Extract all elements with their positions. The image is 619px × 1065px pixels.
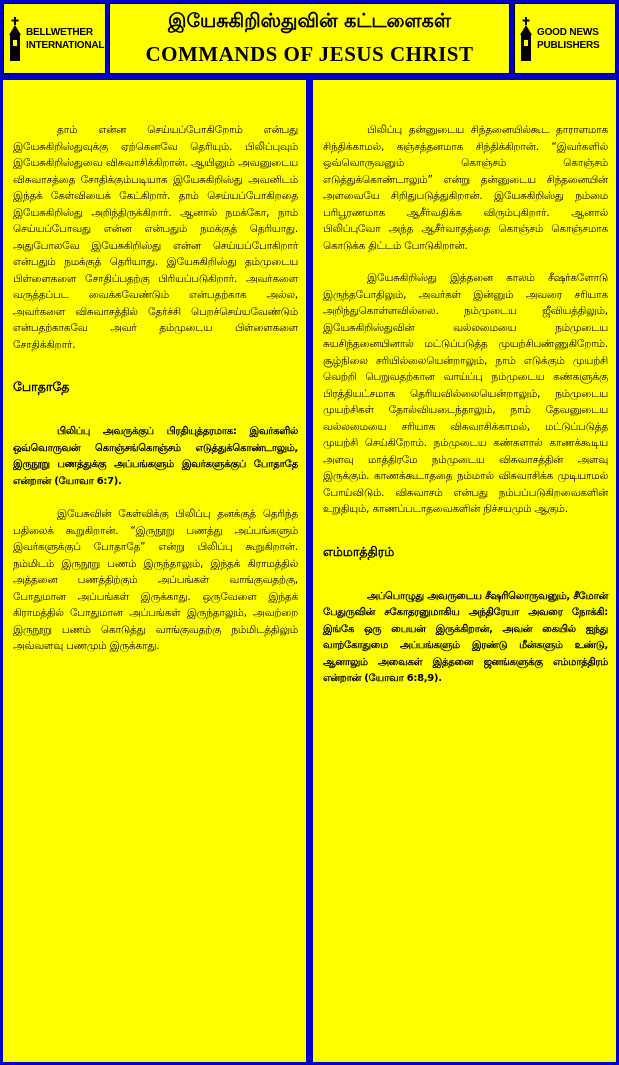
right-column (313, 80, 616, 1062)
subheading-pothathe: போதாதே (13, 379, 70, 394)
church-icon (8, 17, 22, 61)
left-paragraph-3: இயேசுவின் கேள்விக்கு பிலிப்பு தனக்குத் தெரிந்த பதிலைக் கூறுகிறான். “இருநூறு பணத்து அப்பங்களும் இவர்களுக்குப் போதாதே” என்று பிலிப்பு கூறுகிறான். நம்மிடம் இருநூறு பணம் இருந்தாலும், இந்தக் கிராமத்தில் அத்தனை பணத்திற்கும் அப்பங்கள் வாங்குவதற்கு, போதுமான அப்பங்கள் இருக்காது. ஒருவேளை இந்தக் கிராமத்தில் போதுமான அப்பங்கள் இருந்தாலும், அவற்றை இருநூறு பணம் கொடுத்து வாங்குவதற்கு நம்மிடத்திலும் அவ்வளவு பணமும் இருக்காது. (13, 508, 298, 652)
right-paragraph-1: பிலிப்பு தன்னுடைய சிந்தனையில்கூட தாராளமாக சிந்திக்காமல், கஞ்சத்தனமாக சிந்திக்கிறான். “இவர்களில் ஒவ்வொருவனும் கொஞ்சம் கொஞ்சம் எடுத்துக்கொண்டாலும்” என்று தன்னுடைய சிந்தனையின் அளவையே சிறிதுபடுத்துகிறான். இயேசுகிறிஸ்து நம்மை பரிபூரணமாக ஆசீர்வதிக்க விரும்புகிறார். ஆனால் பிலிப்புவோ அந்த ஆசீர்வாதத்தை கொஞ்சம் கொஞ்சமாக கொடுக்க திட்டம் போடுகிறான். (323, 124, 608, 252)
right-paragraph-2: இயேசுகிறிஸ்து இத்தனை காலம் சீஷர்களோடு இருந்தபோதிலும், அவர்கள் இன்னும் அவரை சரியாக அறிந்துகொள்ளவில்லை. நம்முடைய ஜீவியத்திலும், இயேசுகிறிஸ்துவின் வல்லமையை நம்முடைய சுயசிந்தனையினால் மட்டுப்படுத்த முயற்சிபண்ணுகிறோம். சூழ்நிலை சரியில்லையென்றாலும், நாம் எடுக்கும் முயற்சி வெற்றி பெறுவதற்கான வாய்ப்பு நம்முடைய கண்களுக்கு பிரத்தியட்சமாக தெரியவில்லையென்றாலும், நம்முடைய முயற்சிகள் தோல்வியடைந்தாலும், நாம் தேவனுடைய வல்லமையை சரியாக விசுவாசிக்காமல், மட்டுப்படுத்த முயற்சி செய்கிறோம். நம்முடைய கண்களால் காணக்கூடிய அளவு மாத்திரமே நம்முடைய விசுவாசத்தின் அளவு இருக்கும். காணக்கூடாததை நம்மால் விசுவாசிக்க முடியாமல் போய்விடும். விசுவாசம் என்பது நம்பப்படுகிறவைகளின் உறுதியும், காணப்படாதவைகளின் நிச்சயமும் ஆகும். (323, 272, 608, 515)
left-logo-line2: INTERNATIONAL (26, 39, 105, 51)
right-logo-line2: PUBLISHERS (537, 39, 600, 51)
good-news-logo (514, 3, 616, 74)
right-logo-line1: GOOD NEWS (537, 26, 599, 38)
scripture-quote-john-6-7: பிலிப்பு அவருக்குப் பிரதியுத்தரமாக: இவர்களில் ஒவ்வொருவன் கொஞ்சங்கொஞ்சம் எடுத்துக்கொண்டாலும், இருநூறு பணத்துக்கு அப்பங்களும் இவர்களுக்குப் போதாதே என்றான் (யோவா 6:7). (13, 426, 298, 487)
bellwether-logo (3, 3, 106, 74)
title-english: COMMANDS OF JESUS CHRIST (145, 42, 474, 66)
left-paragraph-1: தாம் என்ன செய்யப்போகிறோம் என்பது இயேசுகிறிஸ்துவுக்கு ஏற்கெனவே தெரியும். பிலிப்புவும் இயேசுகிறிஸ்துவை விசுவாசிக்கிறான். ஆயினும் அவனுடைய விசுவாசத்தை சோதிக்கும்படியாக இயேசுகிறிஸ்து அவனிடம் இந்தக் கேள்வியைக் கேட்கிறார். தாம் செய்யப்போகிறதை இயேசுகிறிஸ்து அறிந்திருக்கிறார். ஆனால் நமக்கோ, நாம் செய்யப்போவது என்ன என்பதும் நமக்குத் தெரியாது. அதுபோலவே இயேசுகிறிஸ்து என்ன செய்யப்போகிறார் என்பதும் நமக்குத் தெரியாது. இயேசுகிறிஸ்து தம்முடைய பிள்ளைகளை சோதிப்பதற்கு பிரியப்படுகிறார். அவர்களை வருத்தப்பட வைக்கவேண்டும் என்பதற்காக அல்ல, அவர்களை விசுவாசத்தில் தேர்ச்சி பெறச்செய்யவேண்டும் என்பதற்காகவே அவர் தம்முடைய பிள்ளைகளை சோதிக்கிறார். (13, 124, 298, 351)
left-column (3, 80, 306, 1062)
title-box (109, 3, 510, 74)
title-tamil: இயேசுகிறிஸ்துவின் கட்டளைகள் (168, 10, 451, 32)
left-logo-line1: BELLWETHER (26, 26, 93, 38)
scripture-quote-john-6-8-9: அப்பொழுது அவருடைய சீஷரிலொருவனும், சீமோன் பேதுருவின் சகோதரனுமாகிய அந்திரேயா அவரை நோக்கி: இங்கே ஒரு பையன் இருக்கிறான், அவன் கையில் ஐந்து வாற்கோதுமை அப்பங்களும் இரண்டு மீன்களும் உண்டு, ஆனாலும் அவைகள் இத்தனை ஜனங்களுக்கு எம்மாத்திரம் என்றான் (யோவா 6:8,9). (323, 590, 608, 684)
church-icon (519, 17, 533, 61)
subheading-emmathiram: எம்மாத்திரம் (323, 543, 395, 559)
